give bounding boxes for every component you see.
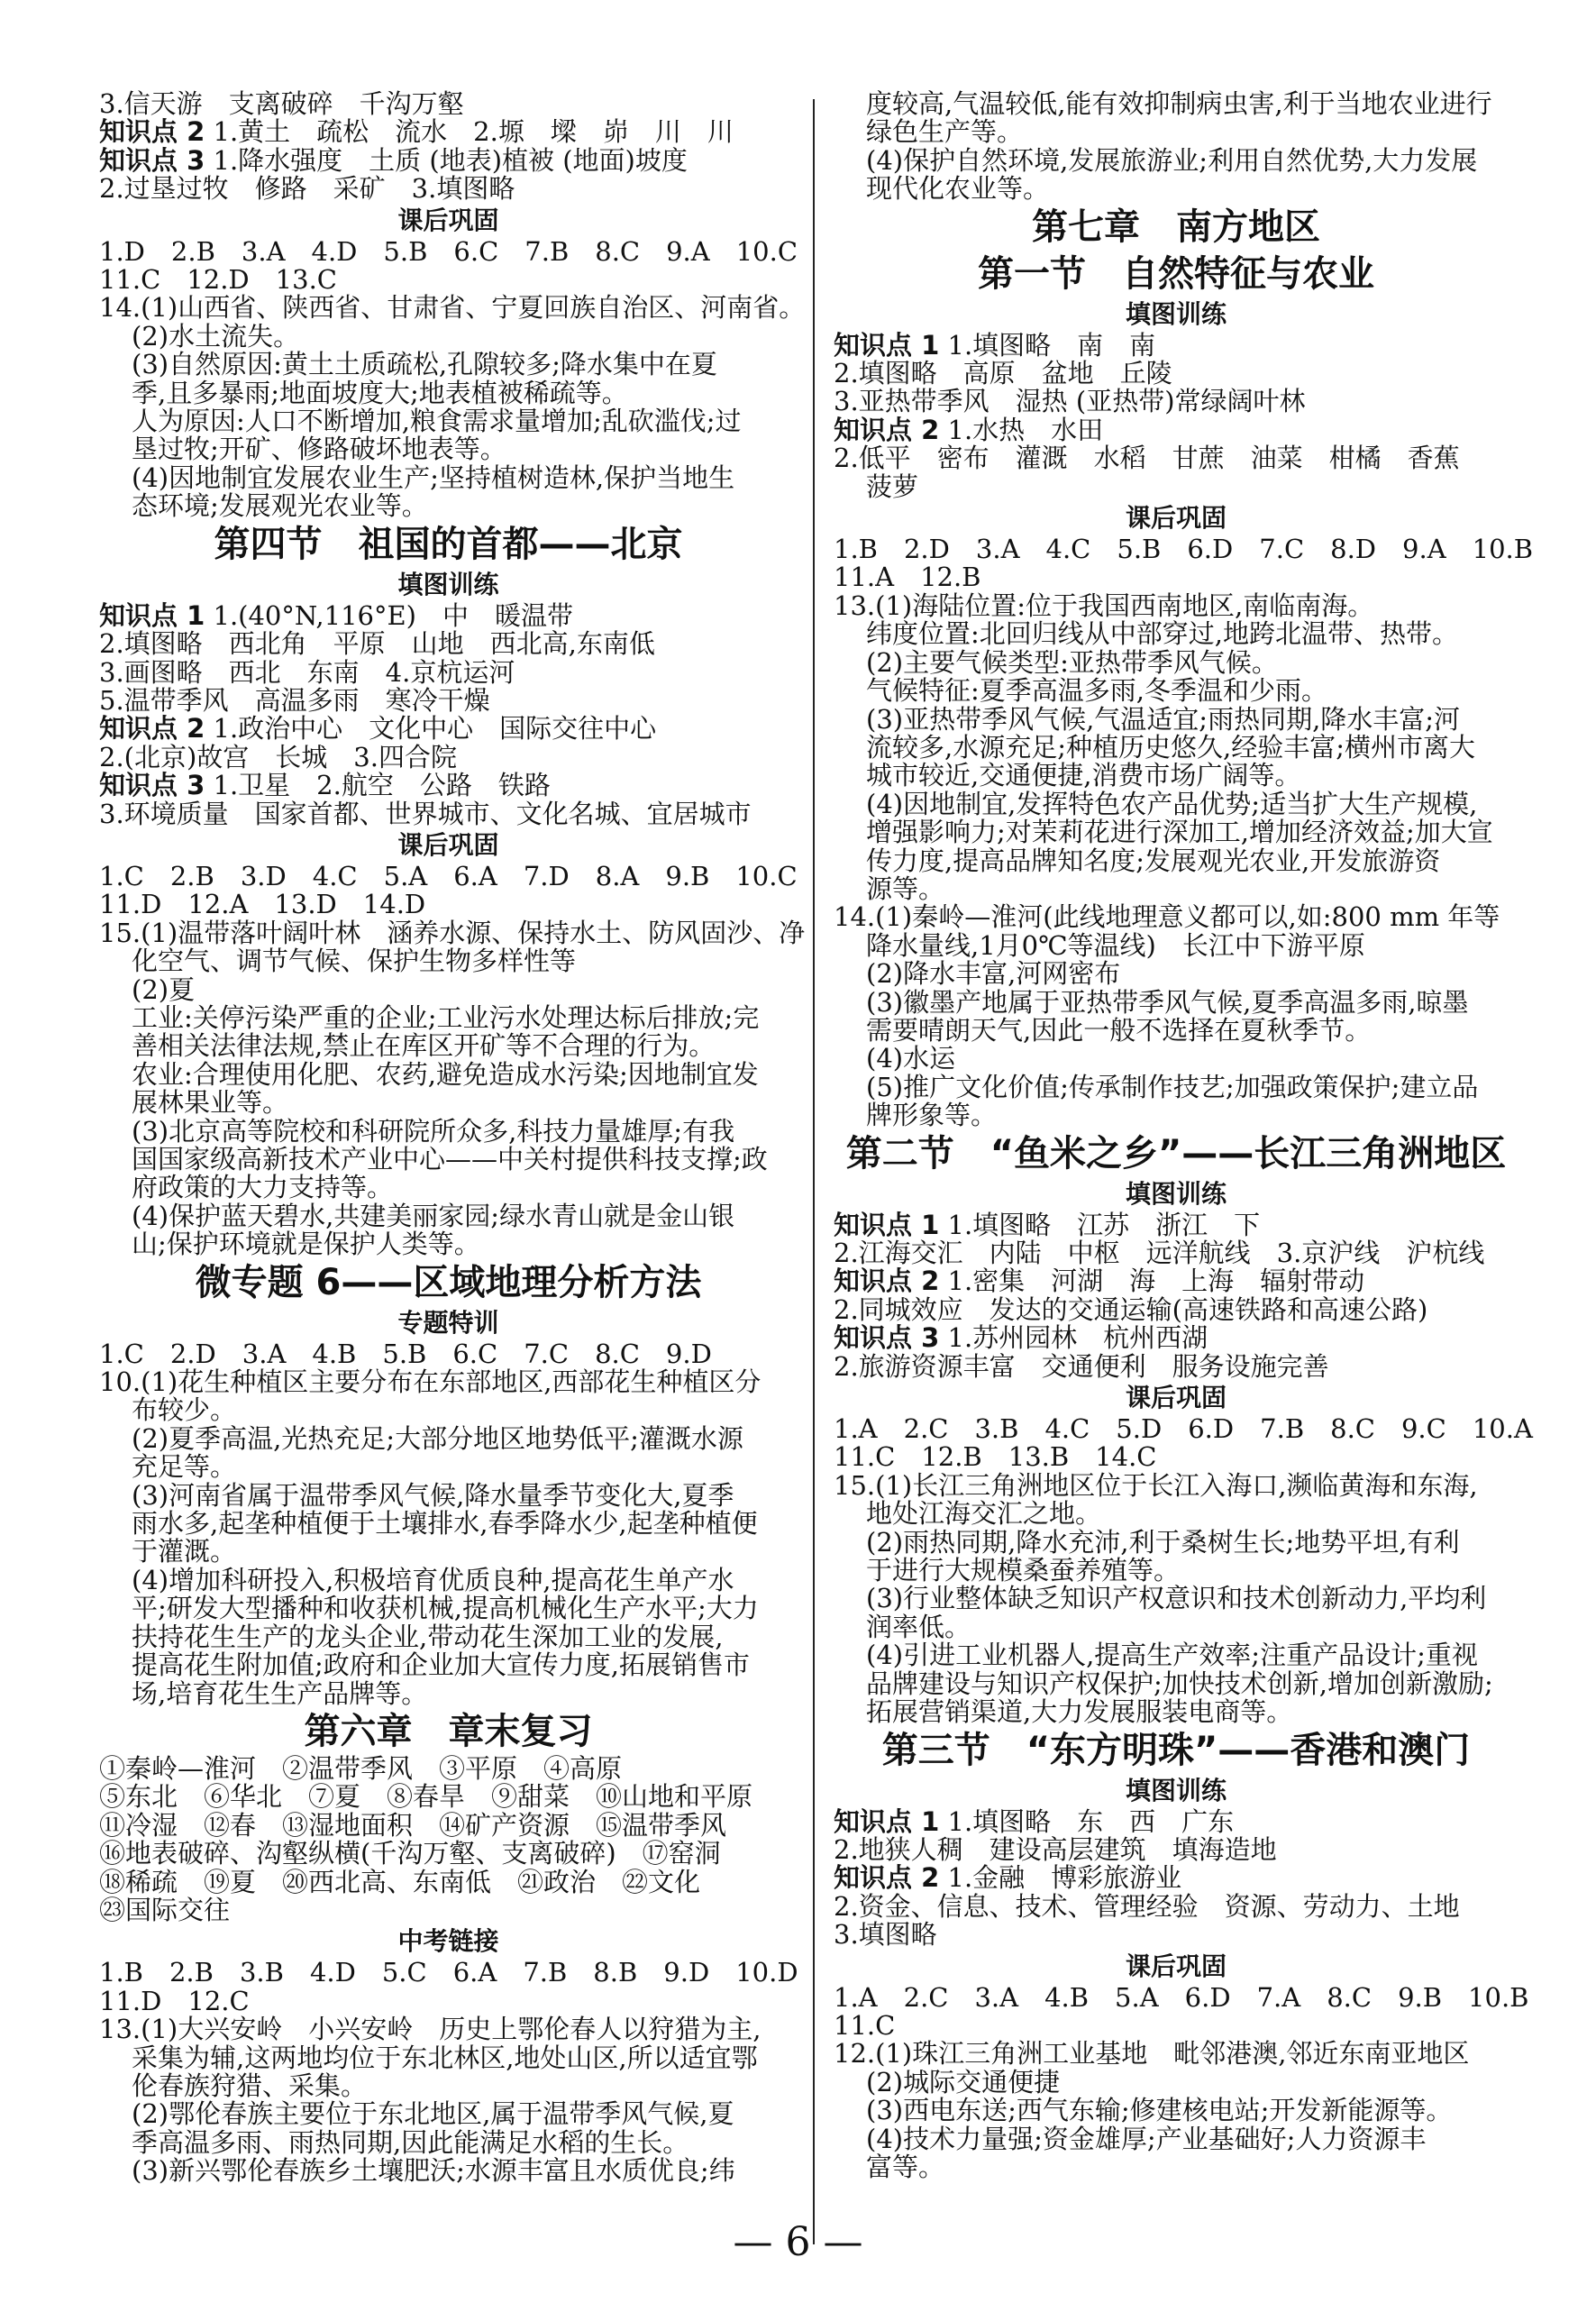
answer-line: 源等。	[866, 873, 945, 904]
answer-line: 2.地狭人稠 建设高层建筑 填海造地	[834, 1833, 1277, 1865]
answer-line: 伦春族狩猎、采集。	[132, 2070, 368, 2101]
answer-line: 3.填图略	[834, 1919, 937, 1951]
answer-line: (2)降水丰富,河网密布	[866, 958, 1121, 990]
answer-line: 2.同城效应 发达的交通运输(高速铁路和高速公路)	[834, 1293, 1428, 1325]
answer-line: (4)技术力量强;资金雄厚;产业基础好;人力资源丰	[866, 2123, 1427, 2154]
answer-line: 2.填图略 高原 盆地 丘陵	[834, 358, 1172, 389]
answer-line: 15.(1)长江三角洲地区位于长江入海口,濒临黄海和东海,	[834, 1469, 1478, 1501]
answer-line: 品牌建设与知识产权保护;加快技术创新,增加创新激励;	[866, 1668, 1493, 1699]
answer-line: ⑤东北 ⑥华北 ⑦夏 ⑧春旱 ⑨甜菜 ⑩山地和平原	[99, 1781, 753, 1813]
knowledge-point-text: 1.黄土 疏松 流水 2.塬 墚 峁 川 川	[205, 116, 734, 148]
subsection-heading: 填图训练	[1125, 298, 1227, 329]
knowledge-point-line	[834, 1324, 1518, 1352]
answer-line: (3)行业整体缺乏知识产权意识和技术创新动力,平均利	[866, 1583, 1487, 1614]
answer-line: 富等。	[866, 2151, 945, 2182]
section-heading: 第四节 祖国的首都——北京	[214, 523, 683, 565]
answer-line: (4)增加科研投入,积极培育优质良种,提高花生单产水	[132, 1564, 734, 1595]
section-heading: 第一节 自然特征与农业	[978, 252, 1374, 295]
answer-line: 3.亚热带季风 湿热 (亚热带)常绿阔叶林	[834, 386, 1306, 417]
answer-line: 国国家级高新技术产业中心——中关村提供科技支撑;政	[132, 1144, 768, 1174]
answer-line: 11.C	[834, 2009, 896, 2041]
subsection-heading: 填图训练	[1125, 1178, 1227, 1209]
answer-line: 态环境;发展观光农业等。	[132, 490, 428, 522]
answer-line: 1.D 2.B 3.A 4.D 5.B 6.C 7.B 8.C 9.A 10.C	[99, 235, 798, 267]
answer-line: 11.C 12.B 13.B 14.C	[834, 1441, 1157, 1473]
answer-line: (2)城际交通便捷	[866, 2066, 1061, 2097]
knowledge-point-line	[99, 599, 798, 631]
answer-line: 12.(1)珠江三角洲工业基地 毗邻港澳,邻近东南亚地区	[834, 2038, 1470, 2070]
knowledge-point-text: 1.卫星 2.航空 公路 铁路	[205, 770, 551, 801]
section-heading: 微专题 6——区域地理分析方法	[195, 1261, 702, 1303]
answer-line: 垦过牧;开矿、修路破坏地表等。	[132, 434, 506, 465]
knowledge-point-label: 知识点 1	[834, 1805, 940, 1837]
answer-line: (2)雨热同期,降水充沛,利于桑树生长;地势平坦,有利	[866, 1526, 1460, 1558]
section-heading: 第三节 “东方明珠”——香港和澳门	[881, 1729, 1471, 1771]
knowledge-point-line	[99, 144, 798, 176]
answer-line: (3)河南省属于温带季风气候,降水量季节变化大,夏季	[132, 1479, 734, 1511]
knowledge-point-label: 知识点 2	[834, 414, 940, 445]
answer-line: (3)自然原因:黄土土质疏松,孔隙较多;降水集中在夏	[132, 349, 717, 380]
section-heading: 第六章 章末复习	[304, 1710, 593, 1752]
subsection-heading: 中考链接	[397, 1926, 499, 1957]
knowledge-point-label: 知识点 3	[99, 770, 205, 801]
answer-line: 场,培育花生生产品牌等。	[132, 1677, 428, 1709]
answer-line: 10.(1)花生种植区主要分布在东部地区,西部花生种植区分	[99, 1366, 762, 1398]
answer-line: 2.(北京)故宫 长城 3.四合院	[99, 741, 457, 772]
subsection-heading: 课后巩固	[1125, 1383, 1227, 1413]
answer-line: (4)因地制宜,发挥特色农产品优势;适当扩大生产规模,	[866, 788, 1478, 819]
answer-line: 11.C 12.D 13.C	[99, 264, 337, 296]
answer-line: 牌形象等。	[866, 1100, 998, 1131]
answer-line: 需要晴朗天气,因此一般不选择在夏秋季节。	[866, 1014, 1372, 1046]
subsection-heading: 课后巩固	[1125, 503, 1227, 534]
knowledge-point-text: 1.(40°N,116°E) 中 暖温带	[205, 599, 573, 631]
answer-line: 充足等。	[132, 1451, 237, 1483]
answer-line: 山;保护环境就是保护人类等。	[132, 1229, 480, 1260]
answer-line: 2.填图略 西北角 平原 山地 西北高,东南低	[99, 628, 655, 660]
answer-line: 2.资金、信息、技术、管理经验 资源、劳动力、土地	[834, 1890, 1460, 1922]
answer-line: 传力度,提高品牌知名度;发展观光农业,开发旅游资	[866, 845, 1441, 876]
answer-line: 平;研发大型播种和收获机械,提高机械化生产水平;大力	[132, 1593, 759, 1624]
knowledge-point-label: 知识点 1	[834, 1209, 940, 1240]
answer-line: 府政策的大力支持等。	[132, 1172, 394, 1203]
answer-line: 采集为辅,这两地均位于东北林区,地处山区,所以适宜鄂	[132, 2042, 758, 2073]
subsection-heading: 专题特训	[397, 1307, 499, 1338]
knowledge-point-text: 1.密集 河湖 海 上海 辐射带动	[939, 1266, 1365, 1297]
answer-line: 拓展营销渠道,大力发展服装电商等。	[866, 1696, 1293, 1728]
subsection-heading: 填图训练	[1125, 1775, 1227, 1805]
answer-line: (4)保护蓝天碧水,共建美丽家园;绿水青山就是金山银	[132, 1200, 735, 1231]
knowledge-point-text: 1.填图略 江苏 浙江 下	[939, 1209, 1261, 1240]
answer-line: 3.环境质量 国家首都、世界城市、文化名城、宜居城市	[99, 798, 752, 829]
subsection-heading: 课后巩固	[1125, 1951, 1227, 1981]
answer-line: (2)夏季高温,光热充足;大部分地区地势低平;灌溉水源	[132, 1422, 743, 1454]
knowledge-point-line	[834, 1864, 1518, 1892]
knowledge-point-line	[99, 118, 798, 146]
answer-line: 季,且多暴雨;地面坡度大;地表植被稀疏等。	[132, 377, 628, 408]
answer-line: 润率低。	[866, 1611, 971, 1642]
answer-line: ⑯地表破碎、沟壑纵横(千沟万壑、支离破碎) ⑰窑洞	[99, 1838, 721, 1869]
answer-line: 2.旅游资源丰富 交通便利 服务设施完善	[834, 1350, 1329, 1382]
answer-line: 人为原因:人口不断增加,粮食需求量增加;乱砍滥伐;过	[132, 406, 742, 437]
answer-line: 绿色生产等。	[866, 116, 1024, 148]
left-column	[99, 88, 806, 2187]
answer-line: 流较多,水源充足;种植历史悠久,经验丰富;横州市离大	[866, 731, 1475, 763]
answer-line: 现代化农业等。	[866, 173, 1050, 205]
answer-line: (3)西电东送;西气东输;修建核电站;开发新能源等。	[866, 2095, 1453, 2126]
knowledge-point-label: 知识点 3	[99, 144, 205, 176]
answer-line: 5.温带季风 高温多雨 寒冷干燥	[99, 684, 490, 716]
knowledge-point-label: 知识点 1	[99, 599, 205, 631]
knowledge-point-text: 1.填图略 东 西 广东	[939, 1805, 1235, 1837]
knowledge-point-line	[834, 416, 1518, 444]
answer-line: 农业:合理使用化肥、农药,避免造成水污染;因地制宜发	[132, 1058, 759, 1090]
answer-line: 15.(1)温带落叶阔叶林 涵养水源、保持水土、防风固沙、净	[99, 917, 806, 948]
answer-line: 2.低平 密布 灌溉 水稻 甘蔗 油菜 柑橘 香蕉	[834, 443, 1460, 474]
answer-line: (3)北京高等院校和科研院所众多,科技力量雄厚;有我	[132, 1115, 735, 1147]
answer-line: 13.(1)大兴安岭 小兴安岭 历史上鄂伦春人以狩猎为主,	[99, 2014, 762, 2045]
knowledge-point-text: 1.苏州园林 杭州西湖	[939, 1322, 1208, 1354]
answer-line: 布较少。	[132, 1394, 237, 1426]
answer-line: 2.过垦过牧 修路 采矿 3.填图略	[99, 173, 515, 205]
knowledge-point-text: 1.降水强度 土质 (地表)植被 (地面)坡度	[205, 144, 688, 176]
answer-line: ①秦岭—淮河 ②温带季风 ③平原 ④高原	[99, 1752, 623, 1784]
right-column	[834, 88, 1534, 2182]
answer-line: 于进行大规模桑蚕养殖等。	[866, 1555, 1181, 1586]
knowledge-point-text: 1.填图略 南 南	[939, 329, 1156, 361]
answer-line: 度较高,气温较低,能有效抑制病虫害,利于当地农业进行	[866, 88, 1492, 119]
answer-line: 菠萝	[866, 471, 919, 502]
knowledge-point-label: 知识点 3	[834, 1322, 940, 1354]
answer-line: 提高花生附加值;政府和企业加大宣传力度,拓展销售市	[132, 1649, 750, 1681]
answer-line: (2)主要气候类型:亚热带季风气候。	[866, 646, 1278, 678]
subsection-heading: 课后巩固	[397, 205, 499, 235]
knowledge-point-text: 1.政治中心 文化中心 国际交往中心	[205, 713, 657, 745]
answer-line: 13.(1)海陆位置:位于我国西南地区,南临南海。	[834, 589, 1374, 621]
answer-line: 增强影响力;对茉莉花进行深加工,增加经济效益;加大宣	[866, 817, 1493, 848]
subsection-heading: 课后巩固	[397, 829, 499, 860]
answer-line: (2)鄂伦春族主要位于东北地区,属于温带季风气候,夏	[132, 2098, 734, 2130]
answer-line: (3)亚热带季风气候,气温适宜;雨热同期,降水丰富;河	[866, 703, 1461, 735]
answer-line: 1.B 2.D 3.A 4.C 5.B 6.D 7.C 8.D 9.A 10.B	[834, 534, 1534, 565]
answer-line: (4)水运	[866, 1043, 956, 1074]
answer-line: 1.A 2.C 3.B 4.C 5.D 6.D 7.B 8.C 9.C 10.A	[834, 1413, 1533, 1445]
answer-line: 于灌溉。	[132, 1536, 237, 1567]
knowledge-point-label: 知识点 2	[834, 1862, 940, 1894]
answer-line: 11.A 12.B	[834, 562, 981, 593]
answer-line: 地处江海交汇之地。	[866, 1498, 1102, 1530]
answer-line: (3)徽墨产地属于亚热带季风气候,夏季高温多雨,晾墨	[866, 986, 1469, 1018]
answer-line: 展林果业等。	[132, 1087, 289, 1119]
knowledge-point-line	[834, 1805, 1518, 1837]
knowledge-point-text: 1.水热 水田	[939, 414, 1104, 445]
answer-line: 1.C 2.B 3.D 4.C 5.A 6.A 7.D 8.A 9.B 10.C	[99, 860, 798, 891]
answer-line: (4)保护自然环境,发展旅游业;利用自然优势,大力发展	[866, 144, 1478, 176]
answer-line: 14.(1)山西省、陕西省、甘肃省、宁夏回族自治区、河南省。	[99, 292, 806, 324]
answer-line: 1.C 2.D 3.A 4.B 5.B 6.C 7.C 8.C 9.D	[99, 1338, 712, 1369]
answer-line: (4)因地制宜发展农业生产;坚持植树造林,保护当地生	[132, 461, 735, 493]
knowledge-point-line	[99, 772, 798, 800]
knowledge-point-label: 知识点 2	[99, 116, 205, 148]
answer-line: 降水量线,1月0℃等温线) 长江中下游平原	[866, 929, 1365, 961]
answer-line: 雨水多,起垄种植便于土壤排水,春季降水少,起垄种植便	[132, 1508, 758, 1540]
knowledge-point-line	[99, 715, 798, 743]
answer-line: 城市较近,交通便捷,消费市场广阔等。	[866, 760, 1301, 791]
answer-line: 善相关法律法规,禁止在库区开矿等不合理的行为。	[132, 1030, 716, 1062]
knowledge-point-line	[834, 1211, 1518, 1239]
answer-line: 2.江海交汇 内陆 中枢 远洋航线 3.京沪线 沪杭线	[834, 1238, 1485, 1268]
answer-line: 扶持花生生产的龙头企业,带动花生深加工业的发展,	[132, 1621, 724, 1652]
answer-line: (4)引进工业机器人,提高生产效率;注重产品设计;重视	[866, 1640, 1478, 1671]
knowledge-point-label: 知识点 2	[834, 1266, 940, 1297]
page-number: — 6 —	[733, 2219, 863, 2265]
answer-line: 14.(1)秦岭—淮河(此线地理意义都可以,如:800 mm 年等	[834, 901, 1500, 933]
answer-line: 11.D 12.C	[99, 1985, 250, 2016]
knowledge-point-text: 1.金融 博彩旅游业	[939, 1862, 1182, 1894]
answer-line: 3.信天游 支离破碎 千沟万壑	[99, 88, 464, 119]
answer-line: 纬度位置:北回归线从中部穿过,地跨北温带、热带。	[866, 618, 1458, 650]
answer-line: 工业:关停污染严重的企业;工业污水处理达标后排放;完	[132, 1001, 760, 1033]
answer-line: 季高温多雨、雨热同期,因此能满足水稻的生长。	[132, 2126, 689, 2158]
answer-line: 1.B 2.B 3.B 4.D 5.C 6.A 7.B 8.B 9.D 10.D	[99, 1957, 798, 1988]
section-heading: 第二节 “鱼米之乡”——长江三角洲地区	[845, 1132, 1507, 1174]
answer-line: 3.画图略 西北 东南 4.京杭运河	[99, 656, 515, 688]
answer-line: (3)新兴鄂伦春族乡土壤肥沃;水源丰富且水质优良;纬	[132, 2155, 735, 2187]
answer-line: 气候特征:夏季高温多雨,冬季温和少雨。	[866, 675, 1327, 707]
answer-line: 11.D 12.A 13.D 14.D	[99, 889, 426, 920]
answer-line: ㉓国际交往	[99, 1894, 231, 1925]
answer-line: (2)水土流失。	[132, 320, 300, 352]
column-divider	[813, 99, 815, 2244]
knowledge-point-label: 知识点 1	[834, 329, 940, 361]
answer-line: (5)推广文化价值;传承制作技艺;加强政策保护;建立品	[866, 1071, 1479, 1102]
subsection-heading: 填图训练	[397, 569, 499, 599]
answer-line: ⑪冷湿 ⑫春 ⑬湿地面积 ⑭矿产资源 ⑮温带季风	[99, 1809, 727, 1841]
section-heading: 第七章 南方地区	[1032, 206, 1320, 248]
knowledge-point-line	[834, 329, 1518, 361]
knowledge-point-line	[834, 1267, 1518, 1295]
answer-line: 化空气、调节气候、保护生物多样性等	[132, 946, 577, 977]
answer-line: (2)夏	[132, 973, 196, 1005]
answer-line: 1.A 2.C 3.A 4.B 5.A 6.D 7.A 8.C 9.B 10.B	[834, 1981, 1529, 2013]
answer-line: ⑱稀疏 ⑲夏 ⑳西北高、东南低 ㉑政治 ㉒文化	[99, 1866, 701, 1897]
knowledge-point-label: 知识点 2	[99, 713, 205, 745]
